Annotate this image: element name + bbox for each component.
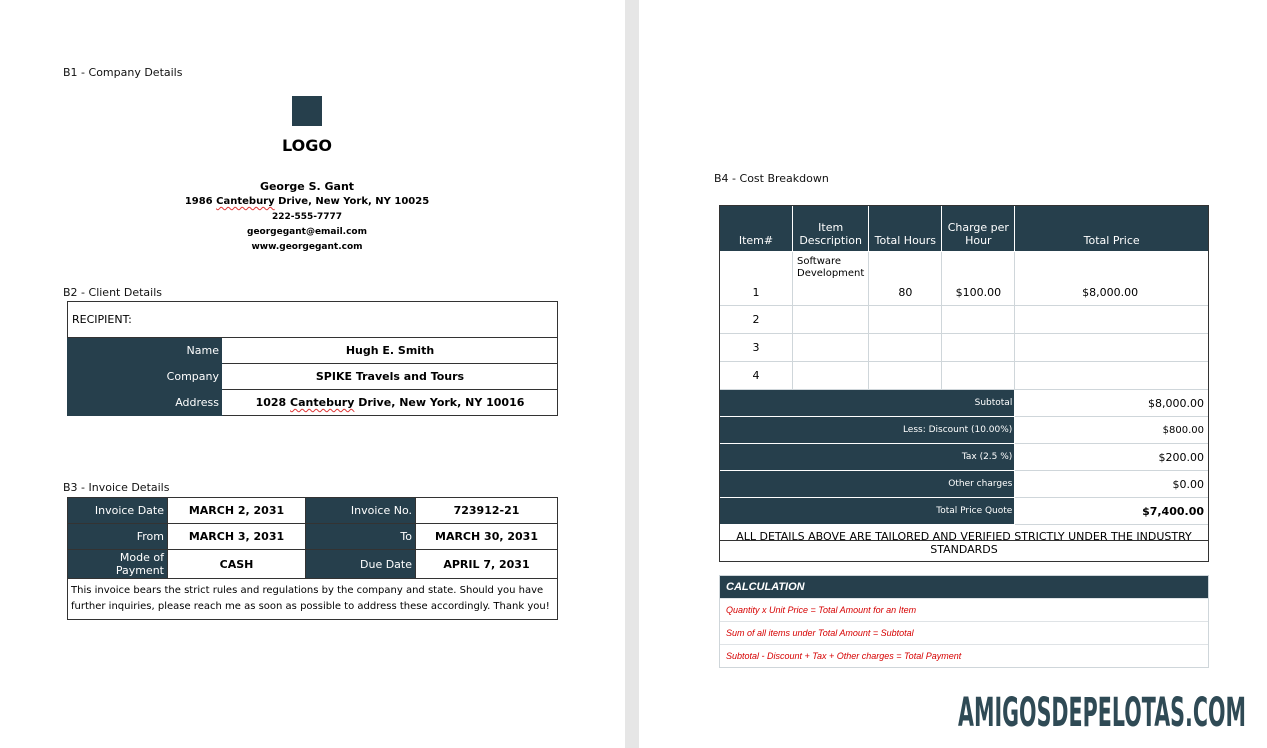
other-charges-value: $0.00 xyxy=(1015,471,1209,498)
invoice-note: This invoice bears the strict rules and regulations by the company and state. Should you have further inquiries, please reach me as soon as possible to address these accordingly. Thank you! xyxy=(68,579,558,620)
client-address-street: Cantebury xyxy=(290,396,355,409)
page-divider xyxy=(625,0,639,748)
subtotal-value: $8,000.00 xyxy=(1015,390,1209,417)
invoice-row-2 xyxy=(68,524,558,550)
item-1-no: 1 xyxy=(720,252,793,306)
invoice-row-1 xyxy=(68,498,558,524)
discount-value: $800.00 xyxy=(1015,417,1209,444)
to-value: MARCH 30, 2031 xyxy=(416,524,558,550)
watermark-logo xyxy=(958,688,1248,732)
item-3-hours xyxy=(869,334,942,362)
invoice-date-value: MARCH 2, 2031 xyxy=(168,498,306,524)
cost-item-row-2 xyxy=(720,306,1209,334)
calculation-formula-3: Subtotal - Discount + Tax + Other charges = Total Payment xyxy=(720,644,1208,667)
cost-footer-row xyxy=(720,525,1209,562)
calculation-box xyxy=(719,575,1209,668)
header-total-hours: Total Hours xyxy=(869,206,942,252)
due-date-label: Due Date xyxy=(306,550,416,579)
total-value: $7,400.00 xyxy=(1015,498,1209,525)
company-phone: 222-555-7777 xyxy=(271,212,343,222)
client-name-value: Hugh E. Smith xyxy=(223,338,558,364)
client-address-prefix: 1028 xyxy=(255,396,291,409)
to-label: To xyxy=(306,524,416,550)
item-2-no: 2 xyxy=(720,306,793,334)
client-address-row xyxy=(68,390,558,416)
tax-row xyxy=(720,444,1209,471)
item-1-rate: $100.00 xyxy=(942,252,1015,306)
item-4-rate xyxy=(942,362,1015,390)
invoice-table xyxy=(67,497,558,620)
item-4-total xyxy=(1015,362,1209,390)
due-date-value: APRIL 7, 2031 xyxy=(416,550,558,579)
item-3-no: 3 xyxy=(720,334,793,362)
cost-header-row xyxy=(720,206,1209,252)
calculation-formula-2: Sum of all items under Total Amount = Subtotal xyxy=(720,621,1208,644)
total-label: Total Price Quote xyxy=(720,498,1015,525)
item-3-description xyxy=(793,334,869,362)
cost-table xyxy=(719,205,1209,562)
company-email: georgegant@email.com xyxy=(247,227,367,237)
invoice-date-label: Invoice Date xyxy=(68,498,168,524)
tax-label: Tax (2.5 %) xyxy=(720,444,1015,471)
calculation-formula-1: Quantity x Unit Price = Total Amount for an Item xyxy=(720,598,1208,621)
company-website: www.georgegant.com xyxy=(251,242,363,252)
client-name-row xyxy=(68,338,558,364)
item-1-total: $8,000.00 xyxy=(1015,252,1209,306)
header-total-price: Total Price xyxy=(1015,206,1209,252)
discount-label: Less: Discount (10.00%) xyxy=(720,417,1015,444)
header-description: Item Description xyxy=(793,206,869,252)
payment-label: Mode of Payment xyxy=(68,550,168,579)
client-section-label: B2 - Client Details xyxy=(63,286,162,299)
header-item-no: Item# xyxy=(720,206,793,252)
invoice-row-3 xyxy=(68,550,558,579)
tax-value: $200.00 xyxy=(1015,444,1209,471)
other-charges-label: Other charges xyxy=(720,471,1015,498)
watermark-text: AMIGOSDEPELOTAS.COM xyxy=(958,690,1246,732)
cost-item-row-3 xyxy=(720,334,1209,362)
item-3-total xyxy=(1015,334,1209,362)
item-2-description xyxy=(793,306,869,334)
calculation-title: CALCULATION xyxy=(720,576,1208,598)
item-3-rate xyxy=(942,334,1015,362)
invoice-note-row xyxy=(68,579,558,620)
item-4-hours xyxy=(869,362,942,390)
client-company-label: Company xyxy=(68,364,223,390)
company-section-label: B1 - Company Details xyxy=(63,66,183,79)
recipient-label: RECIPIENT: xyxy=(68,302,558,338)
logo-square xyxy=(292,96,322,126)
client-company-row xyxy=(68,364,558,390)
item-2-hours xyxy=(869,306,942,334)
cost-item-row-4 xyxy=(720,362,1209,390)
client-company-value: SPIKE Travels and Tours xyxy=(223,364,558,390)
logo-text: LOGO xyxy=(282,136,332,155)
cost-footer-note: ALL DETAILS ABOVE ARE TAILORED AND VERIFIED STRICTLY UNDER THE INDUSTRY STANDARDS xyxy=(720,525,1209,562)
invoice-no-label: Invoice No. xyxy=(306,498,416,524)
invoice-no-value: 723912-21 xyxy=(416,498,558,524)
cost-item-row-1 xyxy=(720,252,1209,306)
client-address-suffix: Drive, New York, NY 10016 xyxy=(354,396,525,409)
other-charges-row xyxy=(720,471,1209,498)
client-recipient-row xyxy=(68,302,558,338)
item-2-rate xyxy=(942,306,1015,334)
discount-row xyxy=(720,417,1209,444)
item-1-description: Software Development xyxy=(793,252,869,306)
subtotal-label: Subtotal xyxy=(720,390,1015,417)
from-value: MARCH 3, 2031 xyxy=(168,524,306,550)
invoice-section-label: B3 - Invoice Details xyxy=(63,481,170,494)
from-label: From xyxy=(68,524,168,550)
company-name: George S. Gant xyxy=(259,180,355,193)
company-address xyxy=(157,196,457,207)
item-4-no: 4 xyxy=(720,362,793,390)
client-table xyxy=(67,301,558,416)
header-charge-per-hour: Charge per Hour xyxy=(942,206,1015,252)
item-2-total xyxy=(1015,306,1209,334)
subtotal-row xyxy=(720,390,1209,417)
company-address-suffix: Drive, New York, NY 10025 xyxy=(274,196,430,207)
item-4-description xyxy=(793,362,869,390)
total-row xyxy=(720,498,1209,525)
client-name-label: Name xyxy=(68,338,223,364)
client-address-label: Address xyxy=(68,390,223,416)
cost-section-label: B4 - Cost Breakdown xyxy=(714,172,829,185)
company-address-street: Cantebury xyxy=(216,196,275,207)
company-address-prefix: 1986 xyxy=(184,196,217,207)
item-1-hours: 80 xyxy=(869,252,942,306)
payment-value: CASH xyxy=(168,550,306,579)
client-address-value xyxy=(223,390,558,416)
